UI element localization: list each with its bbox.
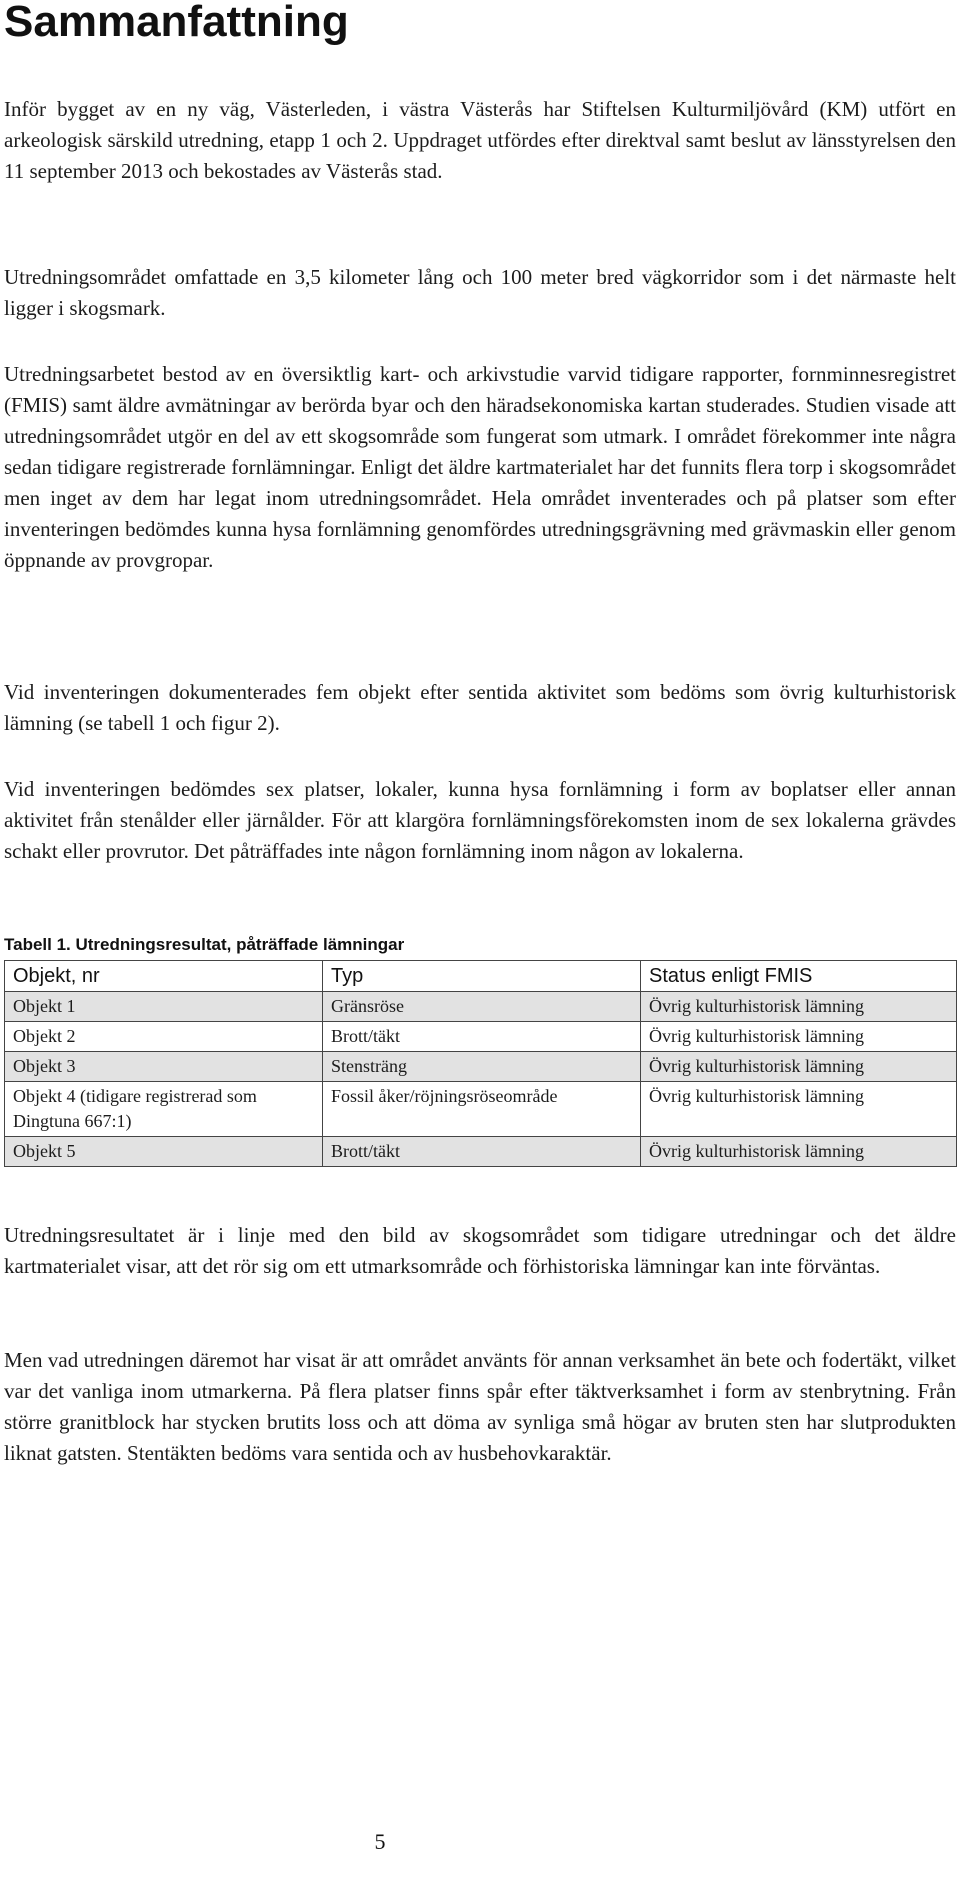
table-cell: Fossil åker/röjningsröseområde xyxy=(323,1082,641,1137)
table-cell: Objekt 4 (tidigare registrerad som Dingtuna 667:1) xyxy=(5,1082,323,1137)
page-number: 5 xyxy=(374,1829,386,1854)
column-header-object: Objekt, nr xyxy=(5,961,323,992)
table-cell: Objekt 3 xyxy=(5,1052,323,1082)
summary-paragraph-6: Utredningsresultatet är i linje med den bild av skogsområdet som tidigare utredningar och det äldre kartmaterialet visar, att det rör sig om ett utmarksområde och förhistoriska lämningar kan inte förväntas. xyxy=(4,1223,956,1278)
table-cell: Övrig kulturhistorisk lämning xyxy=(641,1022,957,1052)
table-cell: Stensträng xyxy=(323,1052,641,1082)
table-cell: Övrig kulturhistorisk lämning xyxy=(641,1052,957,1082)
table-cell: Brott/täkt xyxy=(323,1022,641,1052)
table-row xyxy=(5,1082,957,1137)
table-header-row xyxy=(5,961,957,992)
table-cell: Övrig kulturhistorisk lämning xyxy=(641,1082,957,1137)
table-cell: Övrig kulturhistorisk lämning xyxy=(641,1137,957,1167)
table-cell: Brott/täkt xyxy=(323,1137,641,1167)
summary-paragraph-3: Utredningsarbetet bestod av en översiktlig kart- och arkivstudie varvid tidigare rapporter, fornminnesregistret (FMIS) samt äldre avmätningar av berörda byar och den häradsekonomiska kartan studerades. Studien visade att utredningsområdet utgör en del av ett skogsområde som fungerat som utmark. I området förekommer inte några sedan tidigare registrerade fornlämningar. Enligt det äldre kartmaterialet har det funnits flera torp i skogsområdet men inget av dem har legat inom utredningsområdet. Hela området inventerades och på platser som efter inventeringen bedömdes kunna hysa fornlämning genomfördes utredningsgrävning med grävmaskin eller genom öppnande av provgropar. xyxy=(4,362,956,572)
table-caption: Tabell 1. Utredningsresultat, påträffade lämningar xyxy=(4,935,405,954)
summary-paragraph-4: Vid inventeringen dokumenterades fem objekt efter sentida aktivitet som bedöms som övrig kulturhistorisk lämning (se tabell 1 och figur 2). xyxy=(4,680,956,735)
table-cell: Objekt 1 xyxy=(5,992,323,1022)
column-header-status: Status enligt FMIS xyxy=(641,961,957,992)
table-cell: Objekt 5 xyxy=(5,1137,323,1167)
summary-paragraph-7: Men vad utredningen däremot har visat är att området använts för annan verksamhet än bete och fodertäkt, vilket var det vanliga inom utmarkerna. På flera platser finns spår efter täktverksamhet i form av stenbrytning. Från större granitblock har stycken brutits loss och att döma av synliga små högar av bruten sten har slutprodukten liknat gatsten. Stentäkten bedöms vara sentida och av husbehovkaraktär. xyxy=(4,1348,956,1465)
page-title: Sammanfattning xyxy=(4,0,349,46)
summary-paragraph-1: Inför bygget av en ny väg, Västerleden, i västra Västerås har Stiftelsen Kulturmiljövård (KM) utfört en arkeologisk särskild utredning, etapp 1 och 2. Uppdraget utfördes efter direktval samt beslut av länsstyrelsen den 11 september 2013 och bekostades av Västerås stad. xyxy=(4,97,956,183)
summary-paragraph-5: Vid inventeringen bedömdes sex platser, lokaler, kunna hysa fornlämning i form av boplatser eller annan aktivitet från stenålder eller järnålder. För att klargöra fornlämningsförekomsten inom de sex lokalerna grävdes schakt eller provrutor. Det påträffades inte någon fornlämning inom någon av lokalerna. xyxy=(4,777,956,863)
table-row xyxy=(5,1137,957,1167)
table-cell: Övrig kulturhistorisk lämning xyxy=(641,992,957,1022)
summary-paragraph-2: Utredningsområdet omfattade en 3,5 kilometer lång och 100 meter bred vägkorridor som i det närmaste helt ligger i skogsmark. xyxy=(4,265,956,320)
table-cell: Gränsröse xyxy=(323,992,641,1022)
table-row xyxy=(5,1022,957,1052)
table-row xyxy=(5,992,957,1022)
results-table xyxy=(4,960,957,1167)
table-row xyxy=(5,1052,957,1082)
column-header-type: Typ xyxy=(323,961,641,992)
table-cell: Objekt 2 xyxy=(5,1022,323,1052)
